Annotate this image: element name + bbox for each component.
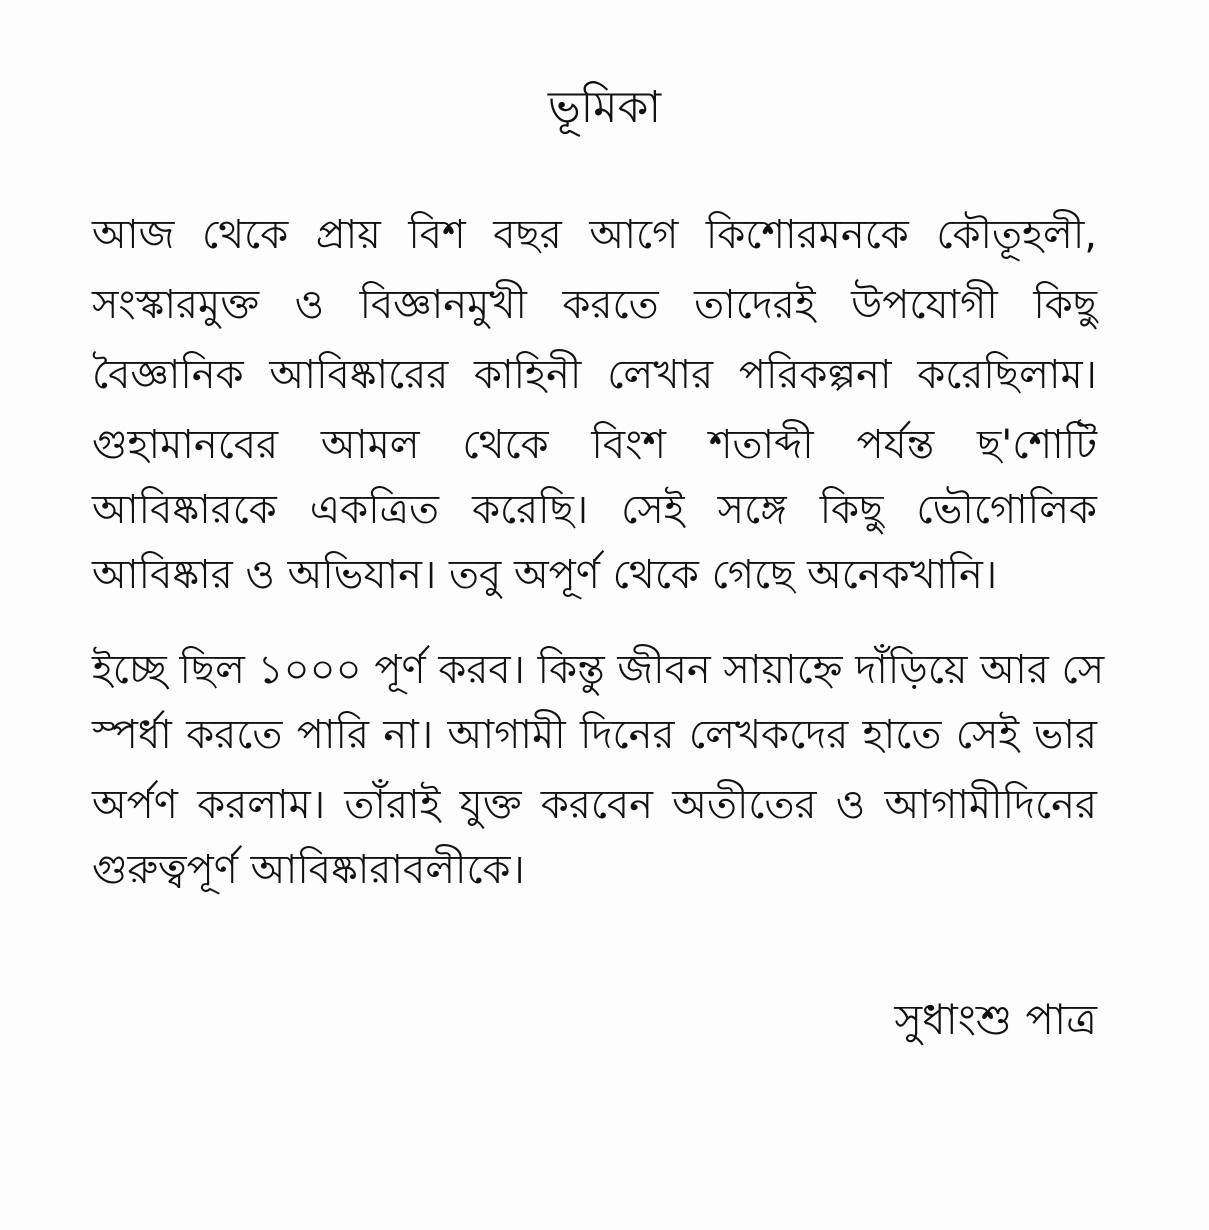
paragraph-line: আবিষ্কারকে একত্রিত করেছি। সেই সঙ্গে কিছু ভৌগোলিক: [92, 487, 1097, 533]
paragraph-line: গুরুত্বপূর্ণ আবিষ্কারাবলীকে।: [92, 847, 525, 893]
paragraph-line: ইচ্ছে ছিল ১০০০ পূর্ণ করব। কিন্তু জীবন সায়াহ্নে দাঁড়িয়ে আর সে: [92, 647, 1105, 693]
paragraph-line: অর্পণ করলাম। তাঁরাই যুক্ত করবেন অতীতের ও আগামীদিনের: [92, 782, 1097, 828]
paragraph-line: বৈজ্ঞানিক আবিষ্কারের কাহিনী লেখার পরিকল্পনা করেছিলাম।: [92, 352, 1097, 398]
paragraph-line: গুহামানবের আমল থেকে বিংশ শতাব্দী পর্যন্ত ছ'শোটি: [92, 422, 1097, 468]
author-signature: সুধাংশু পাত্র: [894, 995, 1097, 1044]
paragraph-line: স্পর্ধা করতে পারি না। আগামী দিনের লেখকদের হাতে সেই ভার: [92, 712, 1097, 758]
paragraph-line: আবিষ্কার ও অভিযান। তবু অপূর্ণ থেকে গেছে অনেকখানি।: [92, 552, 998, 598]
paragraph-line: সংস্কারমুক্ত ও বিজ্ঞানমুখী করতে তাদেরই উপযোগী কিছু: [92, 282, 1097, 328]
page-title: ভূমিকা: [547, 82, 662, 133]
paragraph-line: আজ থেকে প্রায় বিশ বছর আগে কিশোরমনকে কৌতূহলী,: [92, 212, 1097, 258]
